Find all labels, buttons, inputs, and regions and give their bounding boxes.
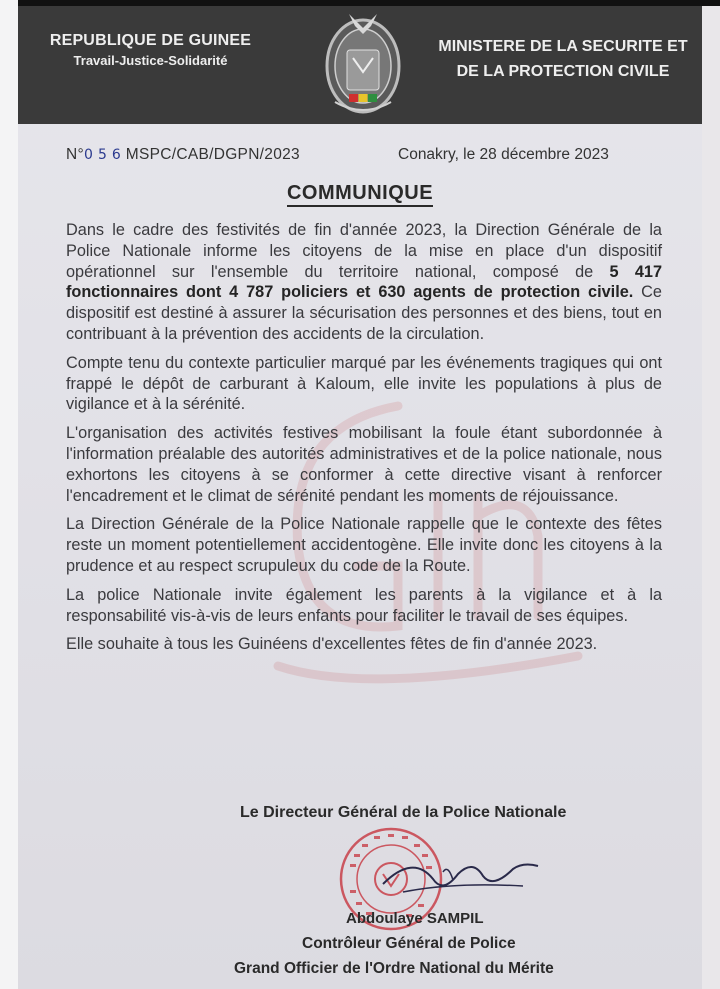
paragraph-1 — [66, 220, 662, 345]
coat-of-arms-icon — [313, 6, 413, 120]
title-text: COMMUNIQUE — [287, 182, 433, 207]
letterhead — [18, 6, 702, 124]
paragraph-1-end: Ce dispositif est destiné à assurer la sécurisation des personnes et des biens, tout en contribuant à la prévention des accidents de la circulation. — [66, 283, 662, 343]
communique-body — [66, 220, 662, 663]
photo-left-margin — [0, 0, 18, 989]
paragraph-4: La Direction Générale de la Police Nationale rappelle que le contexte des fêtes reste un moment potentiellement accidentogène. Elle invite donc les citoyens à la prudence et au respect scrupuleux du code de la Route. — [66, 515, 662, 575]
document-title — [18, 182, 702, 205]
paragraph-5: La police Nationale invite également les parents à la vigilance et à la responsabilité vis-à-vis de leurs enfants pour faciliter le travail de ses équipes. — [66, 585, 662, 625]
ministry-block — [428, 34, 698, 84]
handwritten-signature-icon — [373, 844, 543, 914]
paragraph-6: Elle souhaite à tous les Guinéens d'excellentes fêtes de fin d'année 2023. — [66, 635, 598, 654]
national-motto: Travail-Justice-Solidarité — [73, 53, 228, 68]
place-and-date: Conakry, le 28 décembre 2023 — [398, 146, 609, 163]
document-page — [18, 6, 702, 989]
handwritten-number: 0 5 6 — [84, 147, 122, 163]
paragraph-3: L'organisation des activités festives mobilisant la foule étant subordonnée à l'information préalable des autorités administratives et de la police nationale, nous exhortons les citoyens à se conformer à cette directive visant à renforcer l'encadrement et le climat de sérénité pendant les moments de réjouissance. — [66, 424, 662, 505]
country-name: REPUBLIQUE DE GUINEE — [49, 32, 252, 49]
signatory-distinction: Grand Officier de l'Ordre National du Mérite — [234, 960, 554, 977]
signatory-rank: Contrôleur Général de Police — [302, 935, 516, 952]
reference-number — [66, 146, 300, 164]
signatory-name: Abdoulaye SAMPIL — [346, 910, 484, 927]
reference-prefix: N° — [66, 146, 84, 163]
reference-code: MSPC/CAB/DGPN/2023 — [125, 146, 300, 163]
paragraph-1-highlight: 5 417 fonctionnaires dont 4 787 policiers et 630 agents de protection civile. — [66, 262, 662, 302]
paragraph-2: Compte tenu du contexte particulier marqué par les événements tragiques qui ont frappé le dépôt de carburant à Kaloum, elle invite les populations à plus de vigilance et à la sérénité. — [66, 353, 662, 414]
ministry-line-1: MINISTERE DE LA SECURITE ET — [438, 38, 688, 55]
paragraph-1-start: Dans le cadre des festivités de fin d'année 2023, la Direction Générale de la Police Nationale informe les citoyens de la mise en place d'un dispositif opérationnel sur l'ensemble du territoire national, composé de — [66, 221, 662, 281]
signatory-heading: Le Directeur Général de la Police Nationale — [240, 804, 567, 821]
ministry-line-2: DE LA PROTECTION CIVILE — [456, 63, 670, 80]
country-block — [18, 32, 283, 68]
